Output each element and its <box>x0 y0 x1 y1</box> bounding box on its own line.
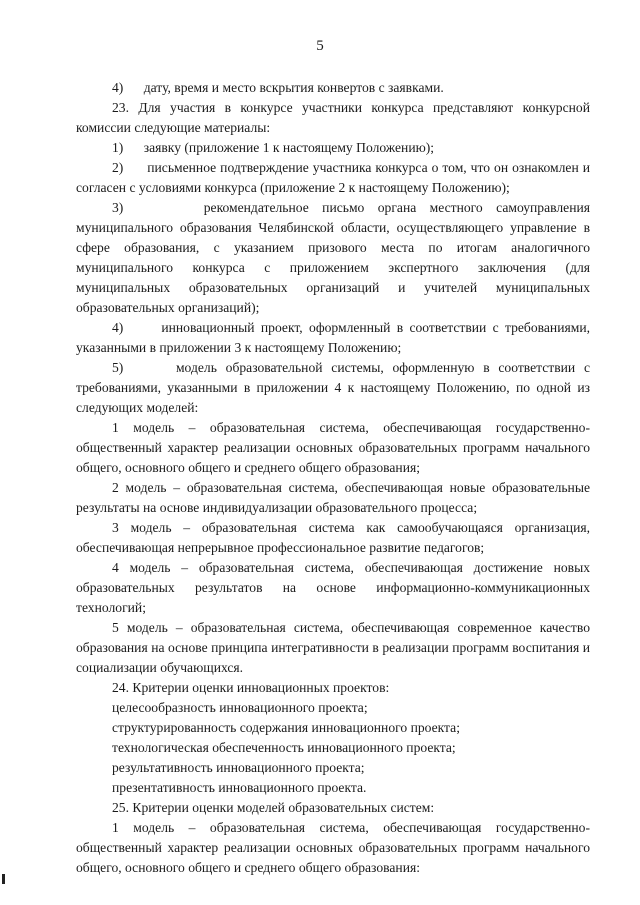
model-5: 5 модель – образовательная система, обеспечивающая современное качество образования на основе принципа интегративности в реализации программ воспитания и социализации обучающихся. <box>76 620 590 675</box>
model-4: 4 модель – образовательная система, обеспечивающая достижение новых образовательных результатов на основе информационно-коммуникационных технологий; <box>76 560 590 615</box>
list-item-5-education-model: 5) модель образовательной системы, оформленную в соответствии с требованиями, указанными в приложении 4 к настоящему Положению, по одной из следующих моделей: <box>76 360 590 415</box>
list-item-4-innovation-project: 4) инновационный проект, оформленный в соответствии с требованиями, указанными в приложении 3 к настоящему Положению; <box>76 320 590 355</box>
list-item-3-recommendation-letter: 3) рекомендательное письмо органа местного самоуправления муниципального образования Челябинской области, осуществляющего управление в сфере образования, с указанием призового места по итогам аналогичного муниципального конкурса с приложением экспертного заключения (для муниципальных образовательных организаций и учителей муниципальных образовательных организаций); <box>76 200 590 315</box>
document-body <box>76 78 590 878</box>
criterion-expediency: целесообразность инновационного проекта; <box>112 700 368 715</box>
criterion-technology: технологическая обеспеченность инновационного проекта; <box>112 740 456 755</box>
list-item-4-opening-date: 4) дату, время и место вскрытия конвертов с заявками. <box>112 80 444 95</box>
clause-24: 24. Критерии оценки инновационных проектов: <box>112 680 390 695</box>
criterion-results: результативность инновационного проекта; <box>112 760 365 775</box>
model-3: 3 модель – образовательная система как самообучающаяся организация, обеспечивающая непрерывное профессиональное развитие педагогов; <box>76 520 590 555</box>
clause-25: 25. Критерии оценки моделей образовательных систем: <box>112 800 435 815</box>
criterion-presentation: презентативность инновационного проекта. <box>112 780 367 795</box>
criterion-structure: структурированность содержания инновационного проекта; <box>112 720 460 735</box>
list-item-1-application: 1) заявку (приложение 1 к настоящему Положению); <box>112 140 435 155</box>
model-1-criteria-heading: 1 модель – образовательная система, обеспечивающая государственно-общественный характер реализации основных образовательных программ начального общего, основного общего и среднего общего образования: <box>76 820 590 875</box>
scan-edge-mark <box>2 874 5 884</box>
page-number: 5 <box>316 38 324 54</box>
model-1: 1 модель – образовательная система, обеспечивающая государственно-общественный характер реализации основных образовательных программ начального общего, основного общего и среднего общего образования; <box>76 420 590 475</box>
list-item-2-confirmation: 2) письменное подтверждение участника конкурса о том, что он ознакомлен и согласен с условиями конкурса (приложение 2 к настоящему Положению); <box>76 160 590 195</box>
clause-23: 23. Для участия в конкурсе участники конкурса представляют конкурсной комиссии следующие материалы: <box>76 100 590 135</box>
model-2: 2 модель – образовательная система, обеспечивающая новые образовательные результаты на основе индивидуализации образовательного процесса; <box>76 480 590 515</box>
